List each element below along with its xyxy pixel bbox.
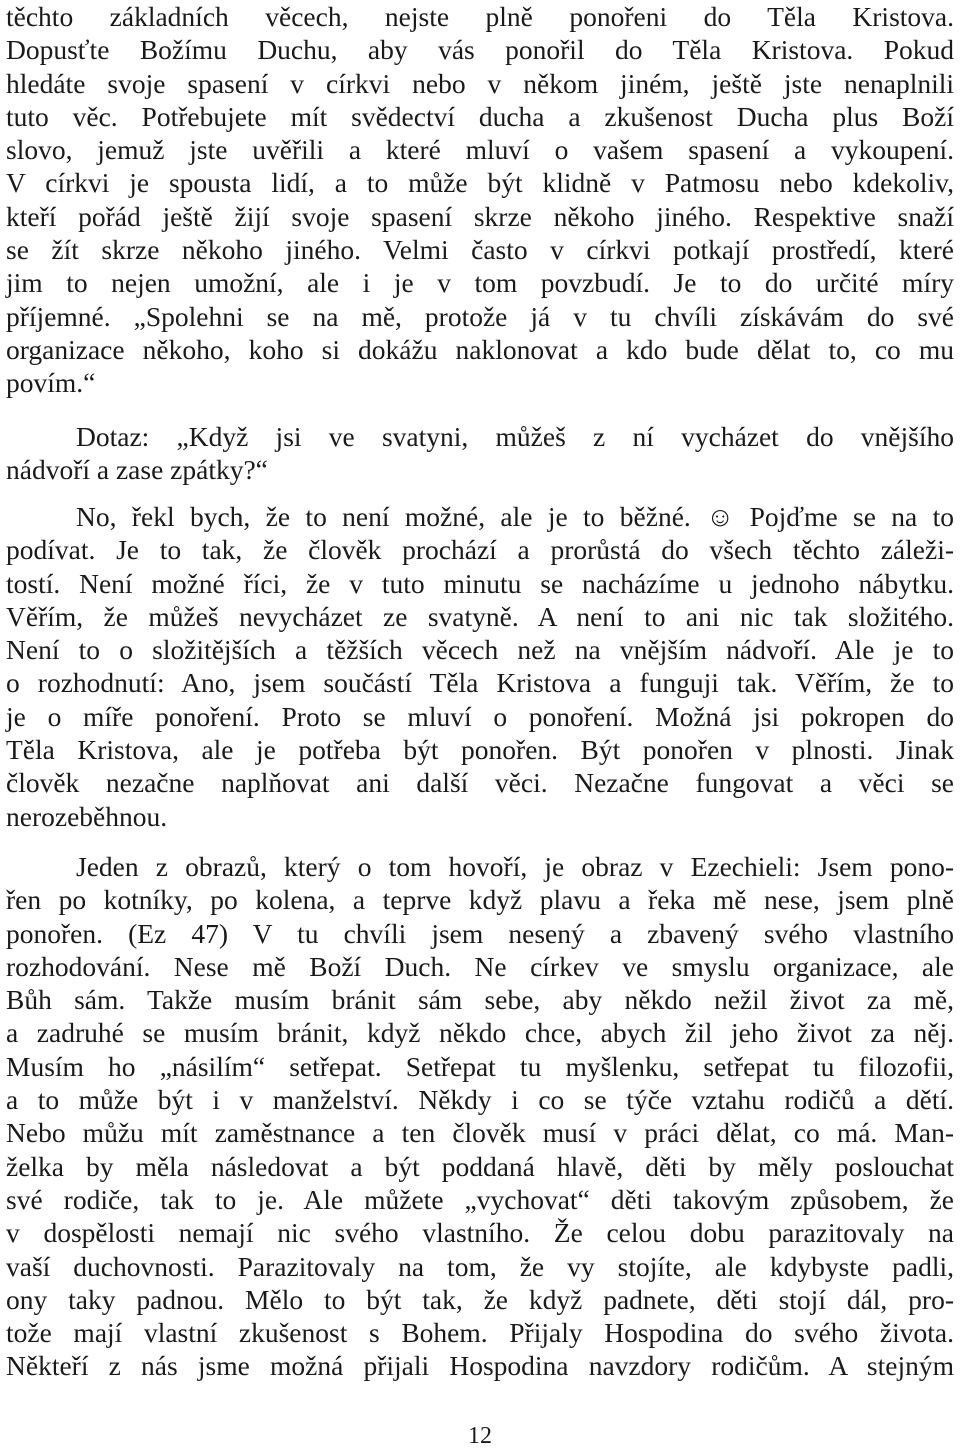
text-line: Bůh sám. Takže musím bránit sám sebe, aby někdo nežil život za mě, [6, 984, 954, 1016]
text-line: tostí. Není možné říci, že v tuto minutu se nacházíme u jednoho nábytku. [6, 567, 954, 599]
text-line: Dopusťte Božímu Duchu, aby vás ponořil do Těla Kristova. Pokud [6, 34, 954, 66]
paragraph [6, 500, 954, 833]
text-line: příjemné. „Spolehni se na mě, protože já v tu chvíli získávám do své [6, 300, 954, 332]
text-line: v dospělosti nemají nic svého vlastního. Že celou dobu parazitovaly na [6, 1217, 954, 1249]
text-line: Není to o složitějších a těžších věcech než na vnějším nádvoří. Ale je to [6, 634, 954, 666]
text-line: Musím ho „násilím“ setřepat. Setřepat tu myšlenku, setřepat tu filozofii, [6, 1050, 954, 1082]
paragraph [6, 420, 954, 487]
text-line: Věřím, že můžeš nevycházet ze svatyně. A není to ani nic tak složitého. [6, 600, 954, 632]
text-line: ponořen. (Ez 47) V tu chvíli jsem nesený a zbavený svého vlastního [6, 917, 954, 949]
text-line: Jeden z obrazů, který o tom hovoří, je obraz v Ezechieli: Jsem pono- [76, 851, 954, 882]
text-line: a zadruhé se musím bránit, když někdo chce, abych žil jeho život za něj. [6, 1017, 954, 1049]
text-line: Dotaz: „Když jsi ve svatyni, můžeš z ní vycházet do vnějšího [76, 421, 954, 452]
paragraph [6, 850, 954, 1383]
text-line: tože mají vlastní zkušenost s Bohem. Přijaly Hospodina do svého života. [6, 1317, 954, 1349]
text-line: podívat. Je to tak, že člověk prochází a prorůstá do všech těchto záleži- [6, 534, 954, 566]
text-line: slovo, jemuž jste uvěřili a které mluví o vašem spasení a vykoupení. [6, 134, 954, 166]
text-line: organizace někoho, koho si dokážu naklonovat a kdo bude dělat to, co mu [6, 333, 954, 365]
text-line: řen po kotníky, po kolena, a teprve když plavu a řeka mě nese, jsem plně [6, 884, 954, 916]
text-line: se žít skrze někoho jiného. Velmi často v církvi potkají prostředí, které [6, 234, 954, 266]
text-line: nádvoří a zase zpátky?“ [6, 454, 268, 486]
text-line: V církvi je spousta lidí, a to může být klidně v Patmosu nebo kdekoliv, [6, 167, 954, 199]
text-line: své rodiče, tak to je. Ale můžete „vychovat“ děti takovým způsobem, že [6, 1183, 954, 1215]
text-line: je o míře ponoření. Proto se mluví o ponoření. Možná jsi pokropen do [6, 700, 954, 732]
text-line: povím.“ [6, 367, 96, 399]
text-line: No, řekl bych, že to není možné, ale je to běžné. ☺ Pojďme se na to [76, 501, 954, 532]
text-line: těchto základních věcech, nejste plně ponořeni do Těla Kristova. [6, 1, 954, 32]
text-line: Těla Kristova, ale je potřeba být ponořen. Být ponořen v plnosti. Jinak [6, 734, 954, 766]
text-line: hledáte svoje spasení v církvi nebo v někom jiném, ještě jste nenaplnili [6, 67, 954, 99]
paragraph [6, 0, 954, 400]
text-line: a to může být i v manželství. Někdy i co se týče vztahu rodičů a dětí. [6, 1084, 954, 1116]
text-line: jim to nejen umožní, ale i je v tom povzbudí. Je to do určité míry [6, 267, 954, 299]
text-line: Někteří z nás jsme možná přijali Hospodina navzdory rodičům. A stejným [6, 1350, 954, 1382]
text-line: želka by měla následovat a být poddaná hlavě, děti by měly poslouchat [6, 1150, 954, 1182]
text-line: člověk nezačne naplňovat ani další věci. Nezačne fungovat a věci se [6, 767, 954, 799]
text-line: o rozhodnutí: Ano, jsem součástí Těla Kristova a funguji tak. Věřím, že to [6, 667, 954, 699]
text-line: rozhodování. Nese mě Boží Duch. Ne církev ve smyslu organizace, ale [6, 950, 954, 982]
text-line: nerozeběhnou. [6, 800, 168, 832]
text-line: vaší duchovnosti. Parazitovaly na tom, že vy stojíte, ale kdybyste padli, [6, 1250, 954, 1282]
text-line: tuto věc. Potřebujete mít svědectví ducha a zkušenost Ducha plus Boží [6, 100, 954, 132]
text-line: Nebo můžu mít zaměstnance a ten člověk musí v práci dělat, co má. Man- [6, 1117, 954, 1149]
text-line: ony taky padnou. Mělo to být tak, že když padnete, děti stojí dál, pro- [6, 1283, 954, 1315]
page-number: 12 [468, 1423, 492, 1449]
text-line: kteří pořád ještě žijí svoje spasení skrze někoho jiného. Respektive snaží [6, 200, 954, 232]
